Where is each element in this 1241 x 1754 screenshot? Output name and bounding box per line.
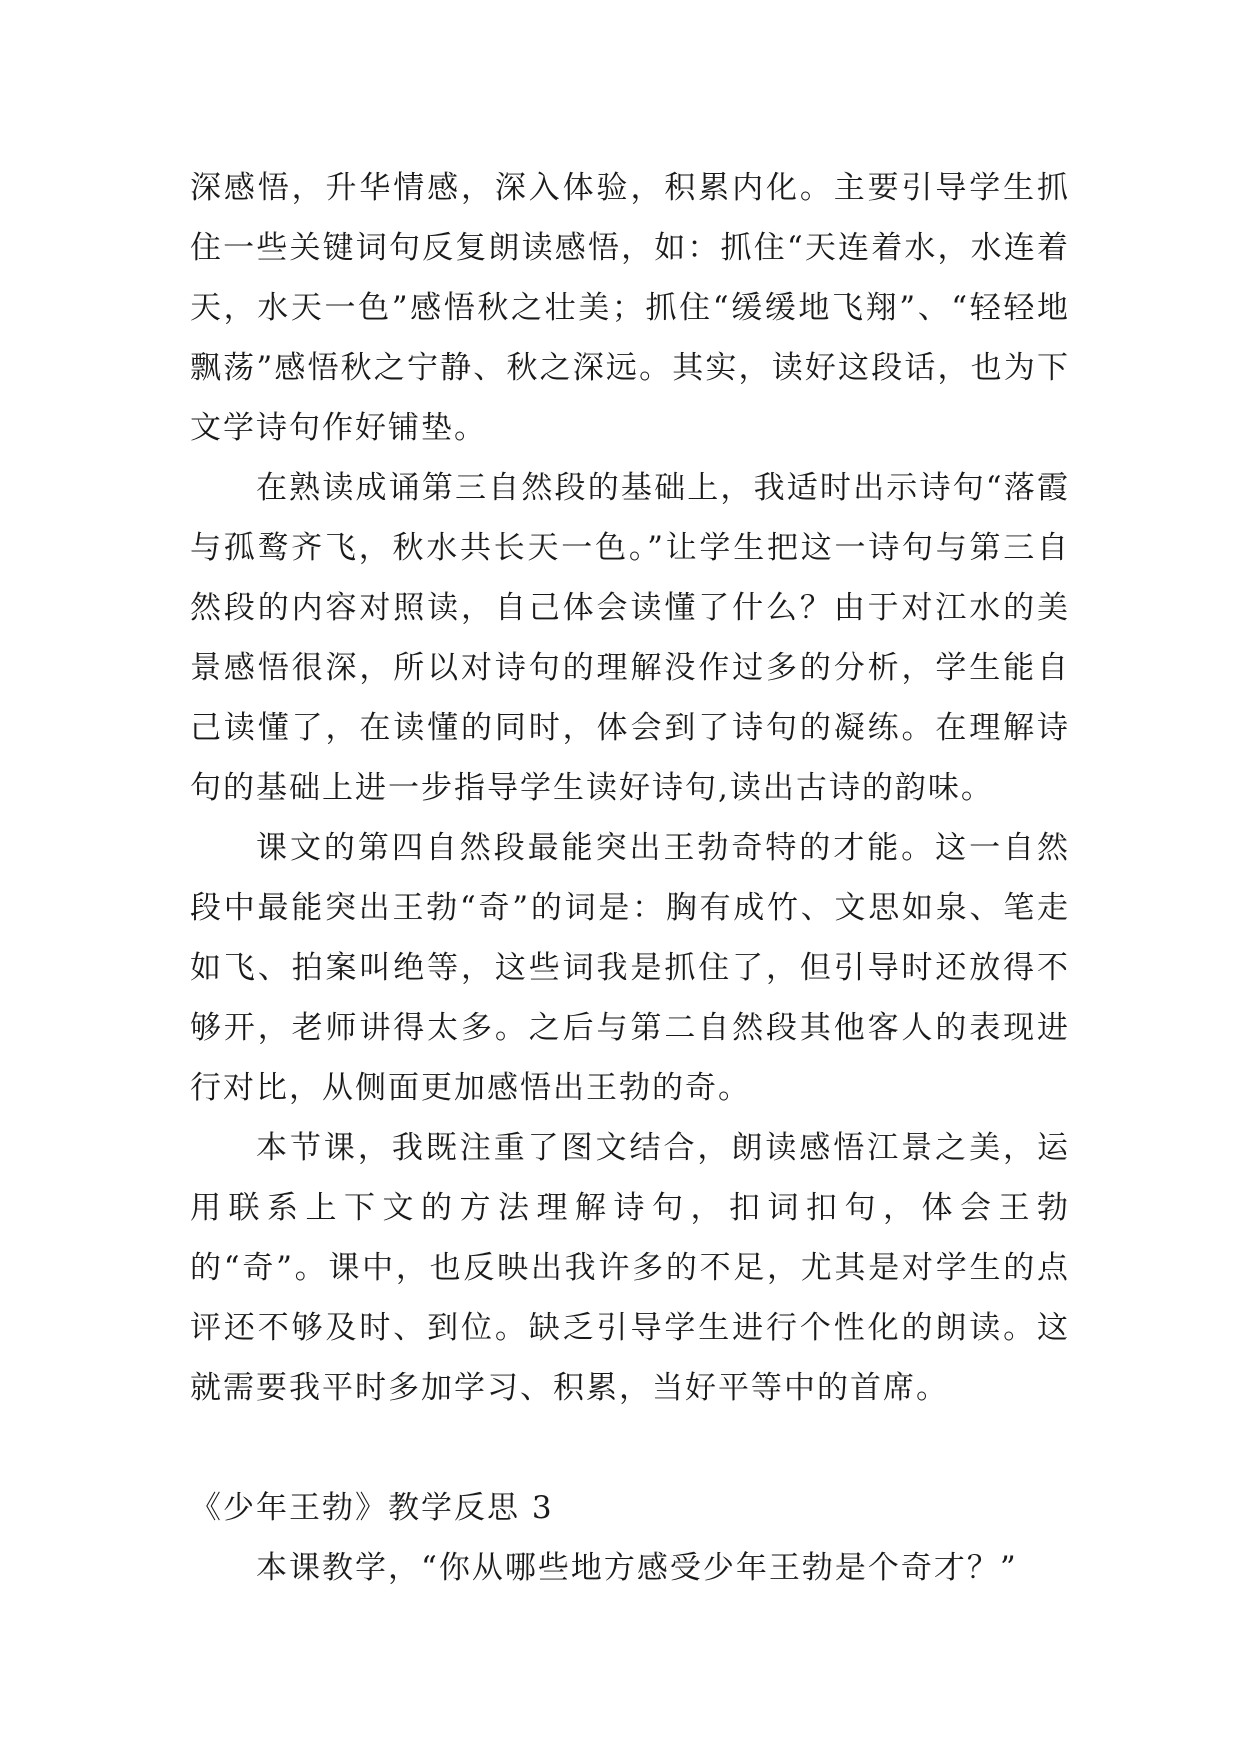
paragraph-new-section: 本课教学，“你从哪些地方感受少年王勃是个奇才？” bbox=[256, 1550, 1018, 1586]
paragraph-fourth-section: 课文的第四自然段最能突出王勃奇特的才能。这一自然段中最能突出王勃“奇”的词是：胸有成竹、文思如泉、笔走如飞、拍案叫绝等，这些词我是抓住了，但引导时还放得不够开，老师讲得太多。之后与第二自然段其他客人的表现进行对比，从侧面更加感悟出王勃的奇。 bbox=[190, 830, 1070, 1106]
section-title: 《少年王勃》教学反思 3 bbox=[190, 1490, 554, 1526]
paragraph-continued: 深感悟，升华情感，深入体验，积累内化。主要引导学生抓住一些关键词句反复朗读感悟，如：抓住“天连着水，水连着天，水天一色”感悟秋之壮美；抓住“缓缓地飞翔”、“轻轻地飘荡”感悟秋之宁静、秋之深远。其实，读好这段话，也为下文学诗句作好铺垫。 bbox=[190, 170, 1070, 446]
section-spacer bbox=[190, 1418, 1070, 1478]
document-body bbox=[190, 158, 1070, 1598]
paragraph-poem-reading: 在熟读成诵第三自然段的基础上，我适时出示诗句“落霞与孤鹜齐飞，秋水共长天一色。”让学生把这一诗句与第三自然段的内容对照读，自己体会读懂了什么？由于对江水的美景感悟很深，所以对诗句的理解没作过多的分析，学生能自己读懂了，在读懂的同时，体会到了诗句的凝练。在理解诗句的基础上进一步指导学生读好诗句,读出古诗的韵味。 bbox=[190, 470, 1070, 806]
paragraph-lesson-summary: 本节课，我既注重了图文结合，朗读感悟江景之美，运用联系上下文的方法理解诗句，扣词扣句，体会王勃的“奇”。课中，也反映出我许多的不足，尤其是对学生的点评还不够及时、到位。缺乏引导学生进行个性化的朗读。这就需要我平时多加学习、积累，当好平等中的首席。 bbox=[190, 1130, 1070, 1406]
